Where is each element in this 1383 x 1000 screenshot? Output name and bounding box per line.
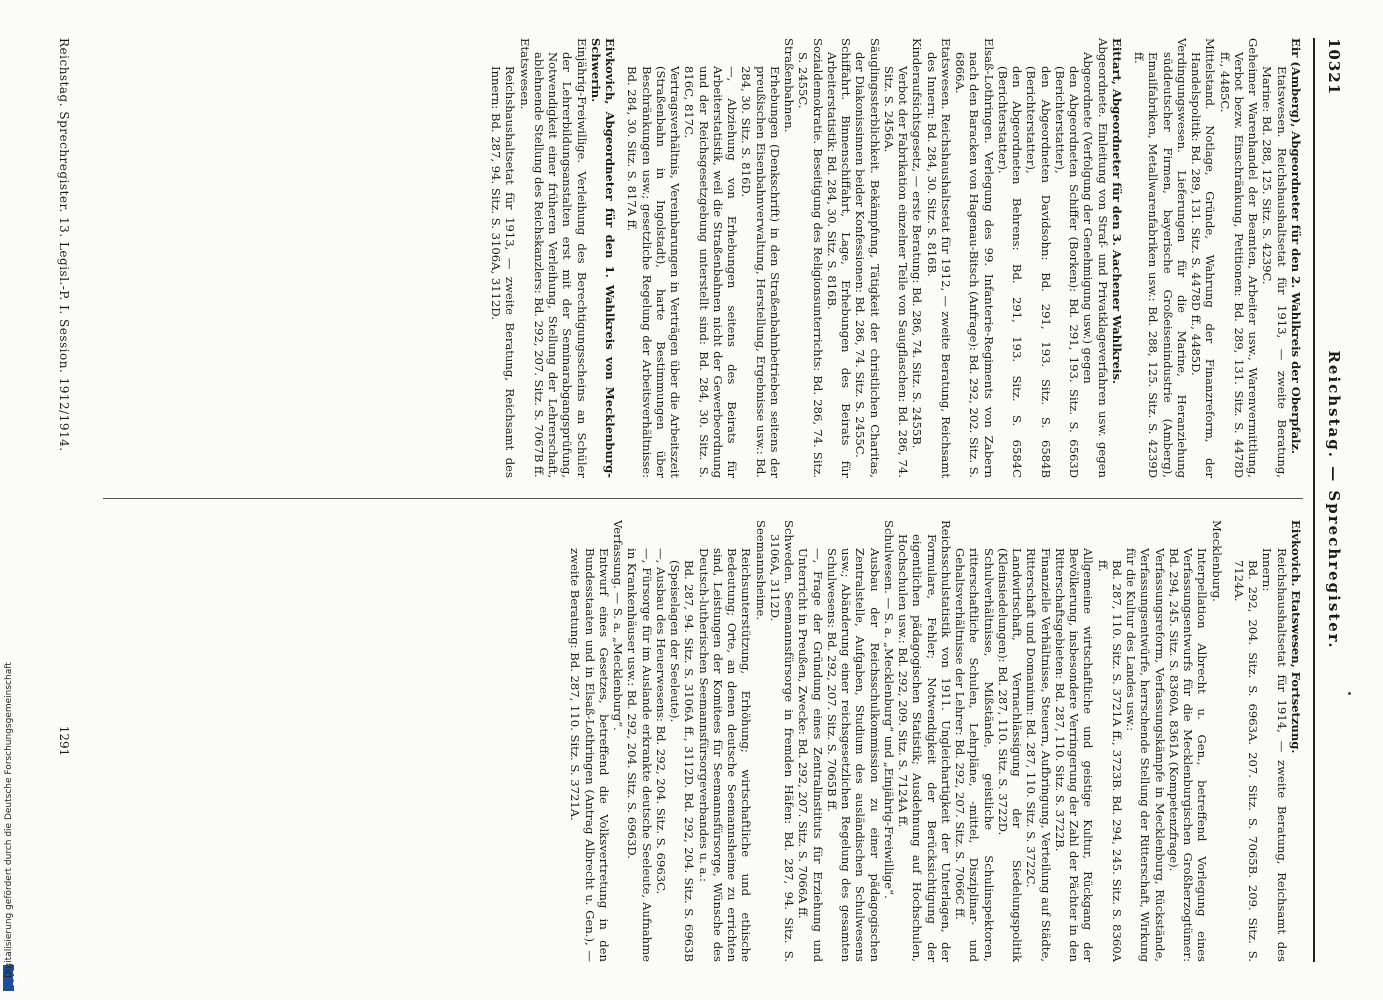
register-entry: Einjährig-Freiwillige. Verleihung des Berechtigungsscheins an Schüler der Lehrerbildungsanstalten erst mit der Seminarabgangsprüfung, Notwendigkeit einer früheren Verleihung, Stellung der Lehrerschaft, ablehnende Stellung des Reichskanzlers: Bd. 292, 207. Sitz. S. 7067B ff. [532,38,589,478]
left-column [489,38,1303,478]
register-entry: —, Ausbau des Heuerwesens: Bd. 292, 204. Sitz. S. 6963C. [654,548,668,895]
register-entry: Bd. 287, 110. Sitz. S. 3721A ff., 3723B. Bd. 294, 245. Sitz. S. 8360A ff. [1095,560,1124,962]
register-entry: Geheimer Warenhandel der Beamten, Arbeiter usw., Warenvermittlung, Verbot bezw. Einschränkung, Petitionen: Bd. 289, 131. Sitz. S. 4478D ff., 4485C. [1217,38,1261,478]
register-entry: Eivkovich. Etatswesen, Fortsetzung. [1289,520,1303,754]
register-entry: Mittelstand. Notlage, Gründe, Wahrung der Finanzreform, der Handelspolitik: Bd. 289, 131. Sitz. S. 4478D ff., 4485D. [1189,38,1218,478]
register-entry: Eivkovich, Abgeordneter für den 1. Wahlkreis von Mecklenburg-Schwerin. [589,38,618,478]
register-entry: Säuglingssterblichkeit. Bekämpfung, Tätigkeit der christlichen Charitas, der Diakonissinnen beider Konfessionen: Bd. 286, 74. Sitz. S. 2455C. [853,38,882,478]
register-entry: Abgeordnete. Einleitung von Straf- und Privatklageverfahren usw. gegen Abgeordnete (Verfolgung der Genehmigung usw.) gegen [1081,38,1110,478]
register-entry: Kinderaufsichtsgesetz, — erste Beratung: Bd. 286, 74. Sitz. S. 2455B. [910,38,925,449]
register-entry: —, Frage der Gründung eines Zentralinstituts für Erziehung und Unterricht in Preußen, Zwecke: Bd. 292, 207. Sitz. S. 7066A ff. [796,548,825,962]
register-entry: Reichsunterstützung, Erhöhung; wirtschaftliche und ethische Bedeutung; Orte, an denen deutsche Seemannsheime zu errichten sind, Leistungen der Komitees für Seemannsfürsorge, Wünsche des Deutsch-lutherischen Seemannsfürsorgeverbandes u. a.: [696,548,754,962]
register-entry: den Abgeordneten Davidsohn: Bd. 291, 193. Sitz. S. 6584B (Berichterstatter), [1024,66,1053,478]
register-entry: Verfassung. — S. a. „Mecklenburg“. [611,520,626,731]
register-entry: Allgemeine wirtschaftliche und geistige Kultur, Rückgang der Bevölkerung, insbesondere Verringerung der Zahl der Pächter in den Ritterschaftsgebieten: Bd. 287, 110. Sitz. S. 3722B. [1053,548,1096,962]
register-entry: Ausbau der Reichsschulkommission zu einer pädagogischen Zentralstelle, Aufgaben, Studium des ausländischen Schulwesens usw.; Abänderung einer reichsgesetzlichen Regelung des gesamten Schulwesens: Bd. 292, 207. Sitz. S. 7065B ff. [825,548,882,962]
page-title: Reichstag. — Sprechregister. [1325,350,1343,650]
register-entry: Reichshaushaltsetat für 1913, — zweite Beratung, Reichsamt des Innern: Bd. 287, 94. Sitz. S. 3106A, 3112D. [489,66,518,478]
digitization-credit: Digitalisierung gefördert durch die Deutsche Forschungsgemeinschaft [4,662,14,978]
column-divider [103,498,1303,499]
page-header [1305,38,1343,962]
register-entry: Vertragsverhältnis, Vereinbarungen in Verträgen über die Arbeitszeit (Straßenbahn in Ingolstadt), harte Bestimmungen über Beschränkungen usw.; gesetzliche Regelung der Arbeitsverhältnisse: Bd. 284, 30. Sitz. S. 817A ff. [625,66,683,478]
register-entry: Bd. 292, 204. Sitz. S. 6963A. 207. Sitz. S. 7065B. 209. Sitz. S. 7124A. [1232,560,1261,962]
register-entry: Etatswesen. [517,38,532,110]
register-entry: Verdingungswesen. Lieferungen für die Marine, Heranziehung süddeutscher Firmen, bayerische Großeisenindustrie (Amberg), Emailfabriken, Metallwarenfabriken usw.: Bd. 288, 125. Sitz. S. 4239D ff. [1132,38,1189,478]
register-entry: Schiffahrt. Binnenschiffahrt, Lage, Erhebungen des Beirats für Arbeiterstatistik: Bd. 284, 30. Sitz. S. 816B. [825,38,854,478]
register-entry: den Abgeordneten Schiffer (Borken): Bd. 291, 193. Sitz. S. 6563D (Berichterstatter), [1053,66,1082,478]
register-entry: Finanzielle Verhältnisse, Steuern, Aufbringung, Verteilung auf Städte, Ritterschaft und Domanium: Bd. 287, 110. Sitz. S. 3722C. [1024,548,1053,962]
register-entry: Verbot der Fabrikation einzelner Teile von Saugflaschen: Bd. 286, 74. Sitz. S. 2456A. [882,66,911,478]
page-number: 10321 [1325,38,1343,96]
register-entry: Interpellation Albrecht u. Gen., betreffend Vorlegung eines Verfassungsentwurfs für die Mecklenburgischen Großherzogtümer: Bd. 294, 245. Sitz. S. 8360A, 8361A (Kompetenzfrage). [1167,548,1210,962]
register-entry: Mecklenburg. [1209,520,1224,602]
register-entry: Reichshaushaltsetat für 1914, — zweite Beratung, Reichsamt des Innern: [1260,548,1289,962]
footer-source: Reichstag. Sprechregister. 13. Legisl.-P. I. Session. 1912/1914. [57,38,71,452]
register-entry: Straßenbahnen. [782,38,797,133]
register-entry: Elsaß-Lothringen. Verlegung des 99. Infanterie-Regiments von Zabern nach den Baracken von Hagenau-Bitsch (Anfrage): Bd. 292, 202. Sitz. S. 6866A. [953,38,996,478]
register-entry: Schulwesen. — S. a. „Mecklenburg“ und „Einjährig-Freiwillige“. [882,520,896,899]
footer-page-number: 1291 [57,725,71,757]
register-entry: Bd. 287, 94. Sitz. S. 3106A ff., 3112D. Bd. 292, 204. Sitz. S. 6963B (Speiselagen der Seeleute). [668,560,697,962]
register-entry: Sozialdemokratie. Beseitigung des Religionsunterrichts: Bd. 286, 74. Sitz. S. 2455C. [796,38,825,478]
register-entry: den Abgeordneten Behrens: Bd. 291, 193. Sitz. S. 6584C (Berichterstatter). [996,66,1025,478]
register-entry: Seemannsheime. [753,520,768,621]
register-entry: —, Abziehung von Erhebungen seitens des Beirats für Arbeiterstatistik, weil die Straßenbahnen nicht der Gewerbeordnung und der Reichsgesetzgebung unterstellt sind: Bd. 284, 30. Sitz. S. 816C, 817C. [682,66,740,478]
right-column [568,520,1303,962]
register-entry: Etatswesen. Reichshaushaltsetat für 1913, — zweite Beratung, Marine: Bd. 288, 125. Sitz. S. 4239C. [1260,66,1289,478]
register-entry: Entwurf eines Gesetzes, betreffend die Volksvertretung in den Bundesstaaten und in Elsaß-Lothringen (Antrag Albrecht u. Gen.), — zweite Beratung: Bd. 287, 110. Sitz. S. 3721A. [568,548,611,962]
register-entry: Erhebungen (Denkschrift) in den Straßenbahnbetrieben seitens der preußischen Eisenbahnverwaltung, Herstellung, Ergebnisse usw.: Bd. 284, 30. Sitz. S. 816D. [739,66,782,478]
register-entry: Schweden. Seemannsfürsorge in fremden Häfen: Bd. 287, 94. Sitz. S. 3106A, 3112D. [768,520,797,962]
register-entry: Etatswesen. Reichshaushaltsetat für 1912, — zweite Beratung, Reichsamt des Innern: Bd. 284, 30. Sitz. S. 816B. [924,38,953,478]
header-rule [1313,38,1315,962]
register-entry: Eir (Amberg), Abgeordneter für den 2. Wahlkreis der Oberpfalz. [1289,38,1303,455]
register-entry: Reichsschulstatistik von 1911. Ungleichartigkeit der Unterlagen, der Formulare, Fehler; Notwendigkeit der Berücksichtigung der eigentlichen pädagogischen Statistik; Ausdehnung auf Hochschulen, Hochschulen usw.: Bd. 292, 209. Sitz. S. 7124A ff. [896,520,953,962]
register-entry: —, Fürsorge für im Auslande erkrankte deutsche Seeleute, Aufnahme in Krankenhäuser usw.: Bd. 292, 204. Sitz. S. 6963D. [625,548,654,962]
register-entry: Verfassungsreform, Verfassungskämpfe in Mecklenburg, Rückstände, Verfassungsentwürfe, herrschende Stellung der Ritterschaft, Wirkung für die Kultur des Landes usw.: [1124,548,1167,962]
register-entry: Eittart, Abgeordneter für den 3. Aachener Wahlkreis. [1110,38,1124,385]
speck-mark [1348,692,1351,695]
register-entry: Schulverhältnisse, Mißstände, geistliche Schulinspektoren, ritterschaftliche Schulen, Lehrpläne, -mittel, Disziplinar- und Gehaltsverhältnisse der Lehrer: Bd. 292, 207. Sitz. S. 7066C ff. [953,548,996,962]
register-entry: Landwirtschaft, Vernachlässigung der Siedelungspolitik (Kleinsiedelungen): Bd. 287, 110. Sitz. S. 3722D. [996,548,1025,962]
